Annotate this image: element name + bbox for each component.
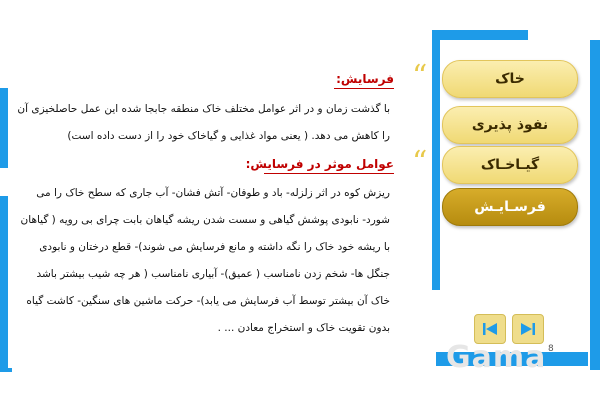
deco-bar-nav-backdrop <box>432 40 440 290</box>
page-number: 8 <box>548 344 554 354</box>
heading-factors-underline <box>264 173 394 174</box>
deco-bar-right-edge <box>590 40 600 370</box>
text-line: ریزش کوه در اثر زلزله- باد و طوفان- آتش فشان- آب جاری که سطح خاک را می <box>36 187 390 199</box>
quote-mark-icon: “ <box>412 145 428 180</box>
heading-erosion-underline <box>334 88 394 89</box>
paragraph-erosion-factors <box>10 180 390 342</box>
text-line: را کاهش می دهد. ( یعنی مواد غذایی و گیاخاک خود را از دست داده است) <box>67 130 390 142</box>
nav-button-humus[interactable]: گیـاخـاک <box>442 146 578 184</box>
nav-button-erosion[interactable]: فرسـایـش <box>442 188 578 226</box>
paragraph-erosion-definition <box>10 96 390 150</box>
watermark-logo: Gama <box>446 340 547 375</box>
text-line: با گذشت زمان و در اثر عوامل مختلف خاک منطقه جابجا شده این عمل حاصلخیزی آن <box>17 103 390 115</box>
skip-back-icon <box>481 321 499 337</box>
heading-erosion-factors: عوامل موثر در فرسایش: <box>245 157 394 171</box>
heading-erosion: فرسایش: <box>336 72 394 86</box>
text-line: با ریشه خود خاک را نگه داشته و مانع فرسایش می شوند)- قطع درختان و نابودی <box>39 241 390 253</box>
quote-mark-icon: “ <box>412 59 428 94</box>
text-line: جنگل ها- شخم زدن نامناسب ( عمیق)- آبیاری نامناسب ( هر چه شیب بیشتر باشد <box>36 268 390 280</box>
text-line: خاک آن بیشتر توسط آب فرسایش می یابد)- حرکت ماشین های سنگین- کاشت گیاه <box>26 295 390 307</box>
text-line: شورد- نابودی پوشش گیاهی و سست شدن ریشه گیاهان بابت چرای بی رویه ( گیاهان <box>20 214 390 226</box>
deco-bar-top-right <box>432 30 528 40</box>
text-line: بدون تقویت خاک و استخراج معادن ... . <box>217 322 390 334</box>
skip-forward-icon <box>519 321 537 337</box>
nav-button-permeability[interactable]: نفوذ پذیری <box>442 106 578 144</box>
nav-button-soil[interactable]: خاک <box>442 60 578 98</box>
